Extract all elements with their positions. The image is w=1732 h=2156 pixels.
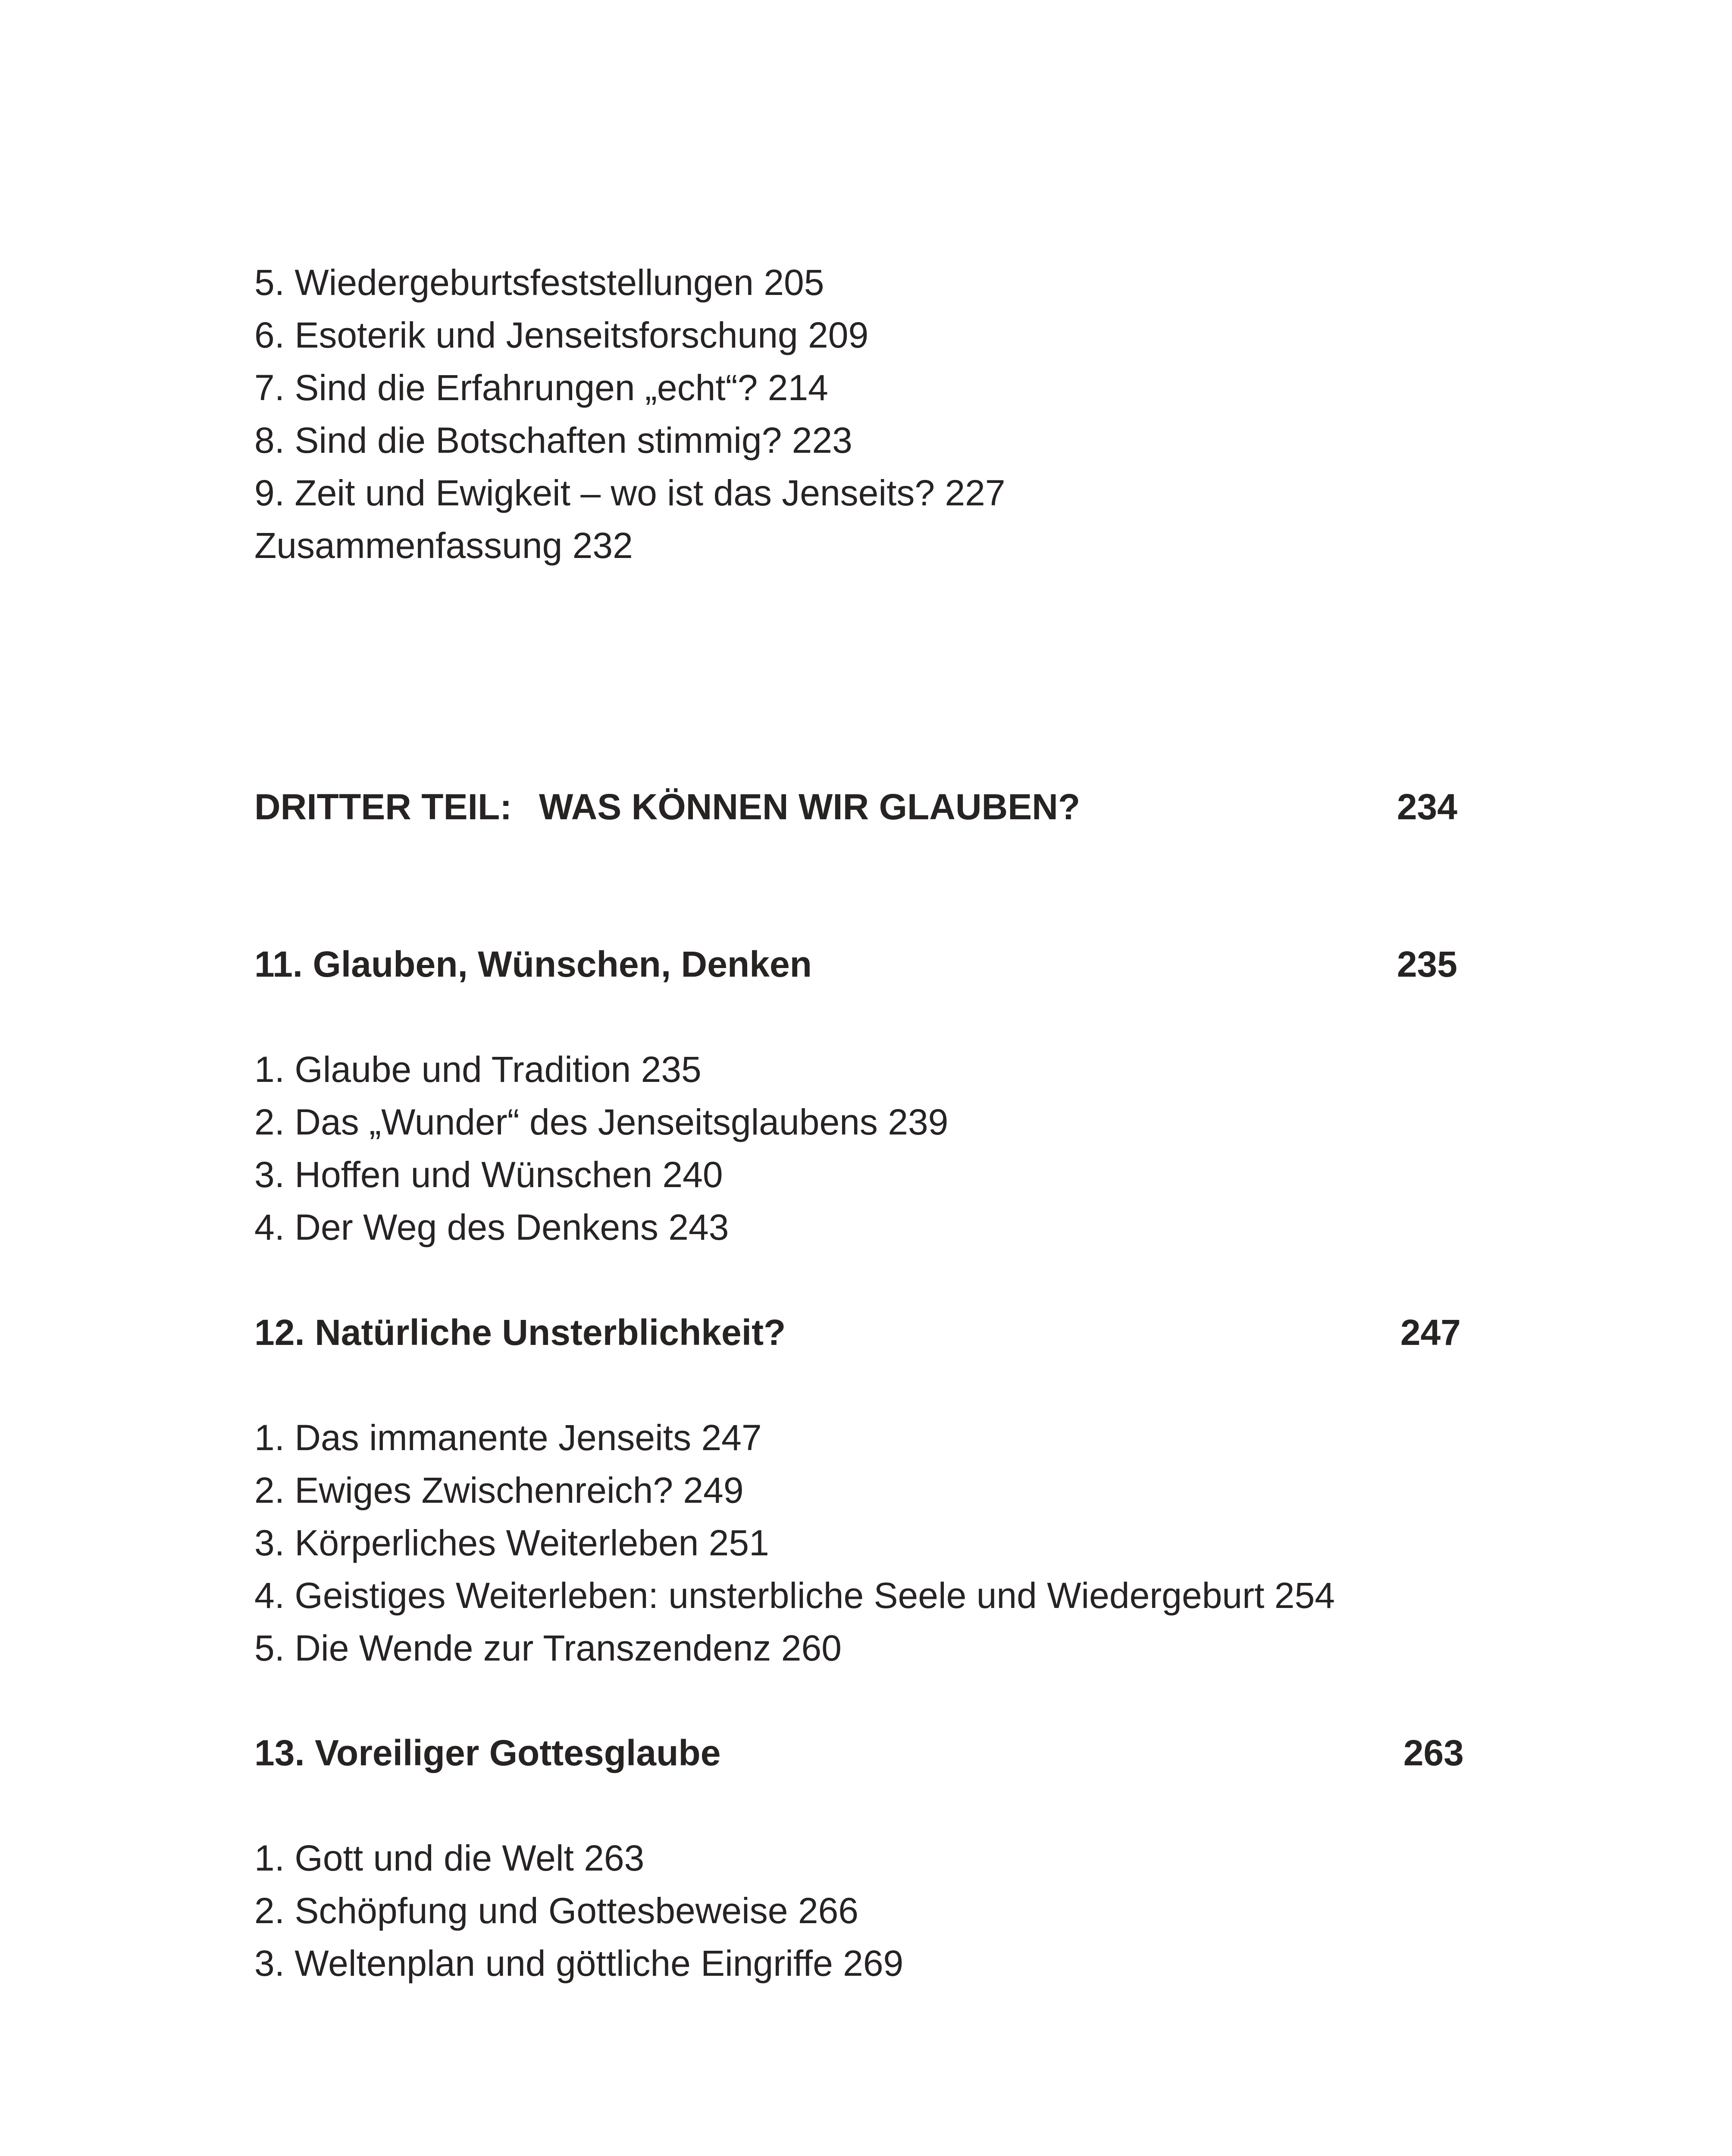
toc-entry: 2. Ewiges Zwischenreich? 249 <box>254 1470 744 1510</box>
chapter-page-number: 247 <box>1400 1312 1461 1353</box>
part-title: WAS KÖNNEN WIR GLAUBEN? <box>539 787 1081 827</box>
toc-entry: 7. Sind die Erfahrungen „echt“? 214 <box>254 367 828 408</box>
toc-entry: 2. Schöpfung und Gottesbeweise 266 <box>254 1890 859 1931</box>
chapter-heading <box>254 1309 1461 1356</box>
chapter-page-number: 235 <box>1397 944 1457 984</box>
toc-entry: 1. Glaube und Tradition 235 <box>254 1049 702 1090</box>
part-heading <box>254 783 1457 830</box>
part-label: DRITTER TEIL: <box>254 787 512 827</box>
toc-entry: 6. Esoterik und Jenseitsforschung 209 <box>254 315 869 355</box>
chapter-title: 12. Natürliche Unsterblichkeit? <box>254 1312 786 1353</box>
chapter-title: 11. Glauben, Wünschen, Denken <box>254 944 812 984</box>
chapter-title: 13. Voreiliger Gottesglaube <box>254 1733 721 1773</box>
chapter-page-number: 263 <box>1403 1733 1464 1773</box>
toc-entry: 1. Das immanente Jenseits 247 <box>254 1417 762 1458</box>
toc-entry: 4. Der Weg des Denkens 243 <box>254 1207 729 1247</box>
toc-entry: 1. Gott und die Welt 263 <box>254 1838 645 1878</box>
toc-entry: 5. Die Wende zur Transzendenz 260 <box>254 1628 842 1668</box>
toc-entry: 3. Körperliches Weiterleben 251 <box>254 1523 769 1563</box>
chapter-heading <box>254 940 1457 988</box>
toc-entry: 8. Sind die Botschaften stimmig? 223 <box>254 420 852 461</box>
toc-entry: 4. Geistiges Weiterleben: unsterbliche Seele und Wiedergeburt 254 <box>254 1575 1335 1616</box>
part-page-number: 234 <box>1397 787 1457 827</box>
toc-entry: 2. Das „Wunder“ des Jenseitsglaubens 239 <box>254 1102 949 1142</box>
toc-entry: 5. Wiedergeburtsfeststellungen 205 <box>254 262 824 303</box>
toc-entry: 3. Hoffen und Wünschen 240 <box>254 1154 723 1195</box>
chapter-heading <box>254 1729 1464 1777</box>
toc-entry: 9. Zeit und Ewigkeit – wo ist das Jenseits? 227 <box>254 473 1005 513</box>
toc-entry: 3. Weltenplan und göttliche Eingriffe 269 <box>254 1943 904 1984</box>
toc-entry: Zusammenfassung 232 <box>254 525 633 566</box>
